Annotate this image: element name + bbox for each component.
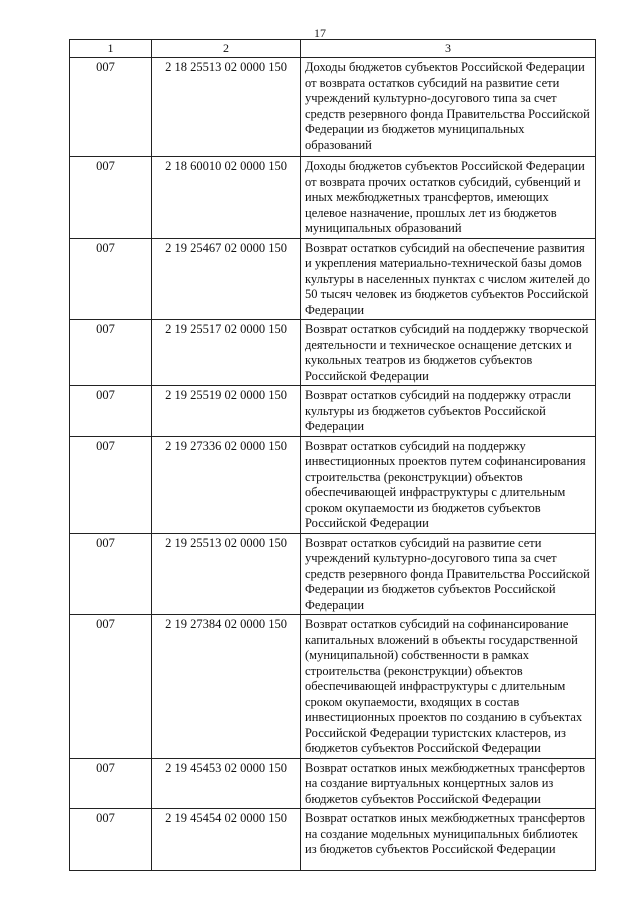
column-header-3: 3 — [301, 40, 596, 58]
admin-code-cell: 007 — [70, 436, 152, 533]
admin-code-cell: 007 — [70, 238, 152, 320]
budget-code-cell: 2 19 25517 02 0000 150 — [152, 320, 301, 386]
description-cell: Возврат остатков субсидий на поддержку отрасли культуры из бюджетов субъектов Российской Федерации — [301, 386, 596, 437]
page-number: 17 — [314, 26, 326, 40]
budget-codes-table — [69, 39, 596, 871]
description-cell: Возврат остатков субсидий на развитие сети учреждений культурно-досугового типа за счет средств резервного фонда Правительства Российской Федерации из бюджетов субъектов Российской Федерации — [301, 533, 596, 615]
table-row — [70, 320, 596, 386]
admin-code-cell: 007 — [70, 533, 152, 615]
admin-code-cell: 007 — [70, 157, 152, 239]
admin-code-cell: 007 — [70, 58, 152, 157]
description-cell: Возврат остатков субсидий на софинансирование капитальных вложений в объекты государственной (муниципальной) собственности в рамках строительства (реконструкции) объектов обеспечивающей инфраструктуры с длительным сроком окупаемости, входящих в состав инвестиционных проектов по созданию в субъектах Российской Федерации туристских кластеров, из бюджетов субъектов Российской Федерации — [301, 615, 596, 759]
description-cell: Возврат остатков иных межбюджетных трансфертов на создание модельных муниципальных библиотек из бюджетов субъектов Российской Федерации — [301, 809, 596, 871]
description-cell: Возврат остатков субсидий на поддержку инвестиционных проектов путем софинансирования строительства (реконструкции) объектов обеспечивающей инфраструктуры с длительным сроком окупаемости из бюджетов субъектов Российской Федерации — [301, 436, 596, 533]
column-header-2: 2 — [152, 40, 301, 58]
description-cell: Возврат остатков субсидий на поддержку творческой деятельности и техническое оснащение детских и кукольных театров из бюджетов субъектов Российской Федерации — [301, 320, 596, 386]
table-row — [70, 436, 596, 533]
table-row — [70, 386, 596, 437]
admin-code-cell: 007 — [70, 615, 152, 759]
admin-code-cell: 007 — [70, 809, 152, 871]
table-row — [70, 615, 596, 759]
description-cell: Возврат остатков иных межбюджетных трансфертов на создание виртуальных концертных залов из бюджетов субъектов Российской Федерации — [301, 758, 596, 809]
table-row — [70, 533, 596, 615]
description-cell: Доходы бюджетов субъектов Российской Федерации от возврата прочих остатков субсидий, субвенций и иных межбюджетных трансфертов, имеющих целевое назначение, прошлых лет из бюджетов муниципальных образований — [301, 157, 596, 239]
budget-code-cell: 2 19 25513 02 0000 150 — [152, 533, 301, 615]
table-row — [70, 758, 596, 809]
budget-code-cell: 2 19 27384 02 0000 150 — [152, 615, 301, 759]
description-cell: Доходы бюджетов субъектов Российской Федерации от возврата остатков субсидий на развитие сети учреждений культурно-досугового типа за счет средств резервного фонда Правительства Российской Федерации из бюджетов муниципальных образований — [301, 58, 596, 157]
table-row — [70, 157, 596, 239]
budget-code-cell: 2 19 45453 02 0000 150 — [152, 758, 301, 809]
header-row — [70, 40, 596, 58]
admin-code-cell: 007 — [70, 758, 152, 809]
budget-code-cell: 2 18 25513 02 0000 150 — [152, 58, 301, 157]
budget-code-cell: 2 19 45454 02 0000 150 — [152, 809, 301, 871]
admin-code-cell: 007 — [70, 320, 152, 386]
admin-code-cell: 007 — [70, 386, 152, 437]
description-cell: Возврат остатков субсидий на обеспечение развития и укрепления материально-технической базы домов культуры в населенных пунктах с числом жителей до 50 тысяч человек из бюджетов субъектов Российской Федерации — [301, 238, 596, 320]
budget-code-cell: 2 19 27336 02 0000 150 — [152, 436, 301, 533]
table-row — [70, 809, 596, 871]
budget-code-cell: 2 19 25467 02 0000 150 — [152, 238, 301, 320]
table-row — [70, 58, 596, 157]
column-header-1: 1 — [70, 40, 152, 58]
table-row — [70, 238, 596, 320]
budget-code-cell: 2 19 25519 02 0000 150 — [152, 386, 301, 437]
budget-code-cell: 2 18 60010 02 0000 150 — [152, 157, 301, 239]
